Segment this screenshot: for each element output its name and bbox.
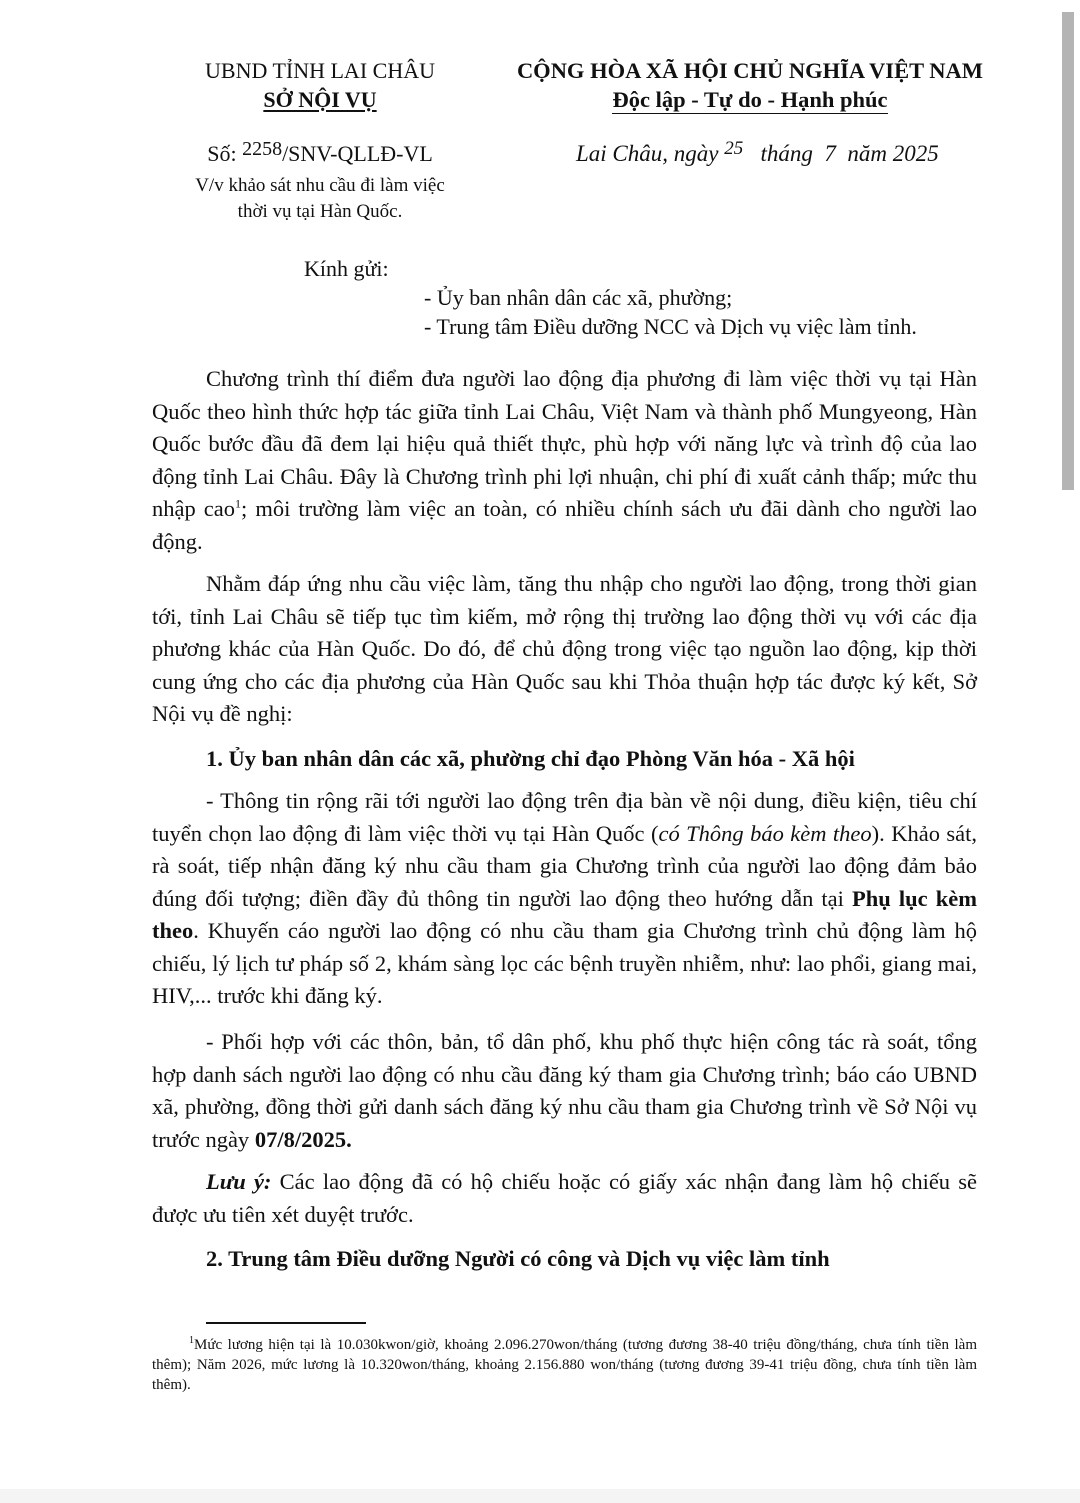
subject-line-2: thời vụ tại Hàn Quốc.	[237, 201, 403, 222]
national-motto: Độc lập - Tự do - Hạnh phúc	[612, 87, 888, 112]
s1p1-text-b: ). Khảo sát, rà soát, tiếp nhận đăng ký nhu cầu tham gia Chương trình của người lao động đảm bảo đúng đối tượng; điền đầy đủ thông tin người lao động theo hướng dẫn tại	[152, 820, 977, 911]
org-name: UBND TỈNH LAI CHÂU	[205, 58, 435, 83]
doc-number-suffix: /SNV-QLLĐ-VL	[282, 141, 433, 166]
note-paragraph	[152, 1166, 977, 1231]
s1p1-italic: có Thông báo kèm theo	[658, 820, 872, 846]
p1-text-a: Chương trình thí điểm đưa người lao động địa phương đi làm việc thời vụ tại Hàn Quốc theo hình thức hợp tác giữa tỉnh Lai Châu, Việt Nam và thành phố Mungyeong, Hàn Quốc bước đầu đã đem lại hiệu quả thiết thực, phù hợp với năng lực và trình độ của lao động tỉnh Lai Châu. Đây là Chương trình phi lợi nhuận, chi phí đi xuất cảnh thấp; mức thu nhập cao	[152, 366, 977, 521]
footnote-reference[interactable]: 1	[235, 496, 242, 511]
section-1-heading: 1. Ủy ban nhân dân các xã, phường chỉ đạo Phòng Văn hóa - Xã hội	[206, 746, 855, 771]
date-place: Lai Châu, ngày	[576, 141, 725, 166]
recipient-item: - Trung tâm Điều dưỡng NCC và Dịch vụ việc làm tỉnh.	[424, 314, 917, 339]
date-rest: tháng 7 năm 2025	[743, 141, 939, 166]
note-text: Các lao động đã có hộ chiếu hoặc có giấy xác nhận đang làm hộ chiếu sẽ được ưu tiên xét duyệt trước.	[152, 1169, 978, 1227]
footnote-separator	[206, 1322, 366, 1324]
dept-name	[150, 85, 490, 114]
date-day: 25	[724, 138, 744, 159]
section-1-paragraph-1	[152, 785, 977, 1013]
p1-text-b: ; môi trường làm việc an toàn, có nhiều chính sách ưu đãi dành cho người lao động.	[152, 496, 977, 554]
document-subject	[150, 173, 490, 225]
document-date	[576, 140, 939, 170]
recipients-label: Kính gửi:	[304, 256, 389, 281]
s1p1-text-a: - Thông tin rộng rãi tới người lao động trên địa bàn về nội dung, điều kiện, tiêu chí tuyển chọn lao động đi làm việc thời vụ tại Hàn Quốc (	[152, 788, 977, 846]
footnote-number: 1	[189, 1335, 194, 1346]
footnote	[152, 1331, 977, 1395]
doc-number-prefix: Số:	[207, 141, 243, 166]
s1p2-text-a: - Phối hợp với các thôn, bản, tổ dân phố, khu phố thực hiện công tác rà soát, tổng hợp danh sách người lao động có nhu cầu đăng ký tham gia Chương trình; báo cáo UBND xã, phường, đồng thời gửi danh sách đăng ký nhu cầu tham gia Chương trình về Sở Nội vụ trước ngày	[152, 1029, 977, 1152]
page-bottom-edge	[0, 1489, 1080, 1503]
document-number	[150, 140, 490, 169]
note-label: Lưu ý:	[206, 1169, 272, 1194]
footnote-text: Mức lương hiện tại là 10.030kwon/giờ, khoảng 2.096.270won/tháng (tương đương 38-40 triệu đồng/tháng, chưa tính tiền làm thêm); Năm 2026, mức lương là 10.320won/tháng, khoảng 2.156.880 won/tháng (tương đương 39-41 triệu đồng, chưa tính tiền làm thêm).	[152, 1337, 977, 1393]
s1p1-bold: Phụ lục kèm theo	[152, 885, 978, 943]
dept-name-text: SỞ NỘI VỤ	[263, 87, 377, 112]
subject-line-1: V/v khảo sát nhu cầu đi làm việc	[195, 175, 445, 196]
section-2-heading: 2. Trung tâm Điều dưỡng Người có công và Dịch vụ việc làm tỉnh	[206, 1246, 830, 1271]
body-paragraph-2: Nhằm đáp ứng nhu cầu việc làm, tăng thu nhập cho người lao động, trong thời gian tới, tỉnh Lai Châu sẽ tiếp tục tìm kiếm, mở rộng thị trường lao động thời vụ với các địa phương khác của Hàn Quốc. Do đó, để chủ động trong việc tạo nguồn lao động, kịp thời cung ứng cho các địa phương của Hàn Quốc sau khi Thỏa thuận hợp tác được ký kết, Sở Nội vụ đề nghị:	[152, 571, 977, 726]
issuing-authority	[150, 56, 490, 114]
section-1-paragraph-2	[152, 1026, 977, 1156]
country-name: CỘNG HÒA XÃ HỘI CHỦ NGHĨA VIỆT NAM	[516, 58, 984, 83]
recipient-item: - Ủy ban nhân dân các xã, phường;	[424, 285, 733, 310]
s1p1-text-c: . Khuyến cáo người lao động có nhu cầu tham gia Chương trình chủ động làm hộ chiếu, lý lịch tư pháp số 2, khám sàng lọc các bệnh truyền nhiễm, như: lao phổi, giang mai, HIV,... trước khi đăng ký.	[152, 918, 977, 1008]
vertical-scrollbar[interactable]	[1062, 12, 1074, 490]
doc-number-value: 2258	[242, 138, 283, 160]
national-title	[490, 56, 1010, 114]
deadline-date: 07/8/2025.	[254, 1126, 352, 1152]
body-paragraph-1	[152, 363, 977, 558]
